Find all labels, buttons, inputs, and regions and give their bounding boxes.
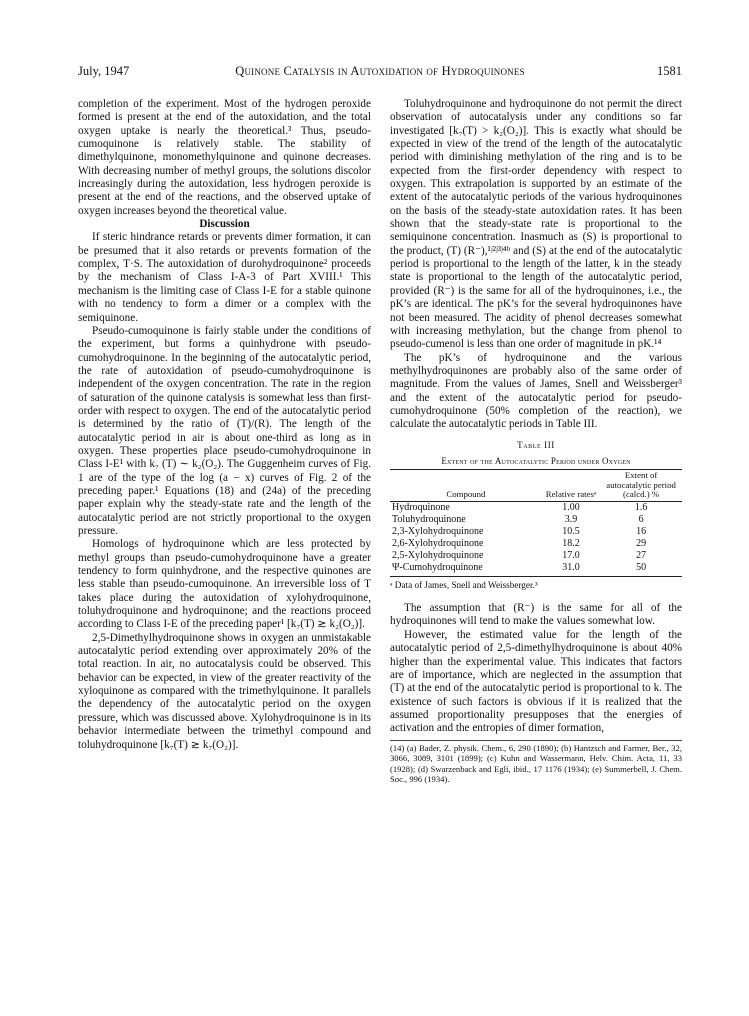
discussion-heading: Discussion <box>199 218 250 231</box>
page-number: 1581 <box>657 64 682 78</box>
table-row <box>390 538 682 550</box>
column-header-extent: Extent of autocatalytic period (calcd.) % <box>600 470 682 501</box>
header-date: July, 1947 <box>78 64 130 78</box>
paragraph-assumption: The assumption that (R⁻) is the same for all of the hydroquinones will tend to make the values somewhat low. <box>390 602 682 628</box>
paragraph-estimated-value: However, the estimated value for the length of the autocatalytic period of 2,5-dimethylhydroquinone is about 40% higher than the experimental value. This indicates that factors are of importance, which are neglected in the assumption that (T) at the end of the autocatalytic period is proportional to k. The existence of such factors is obvious if it is realized that the assumed proportionality presupposes that the energies of activation and the entropies of dimer formation, <box>390 628 682 735</box>
cell-rate: 18.2 <box>562 537 580 549</box>
table-header-row <box>390 470 682 501</box>
cell-rate: 3.9 <box>564 513 578 525</box>
table-footnote: ᵃ Data of James, Snell and Weissberger.³ <box>390 579 538 590</box>
cell-compound: 2,6-Xylohydroquinone <box>392 537 484 549</box>
cell-rate: 17.0 <box>562 549 580 561</box>
cell-rate: 31.0 <box>542 562 600 577</box>
paragraph-pseudo-cumoquinone: Pseudo-cumoquinone is fairly stable under the conditions of the experiment, but forms a quinhydrone with pseudo-cumohydroquinone. In the beginning of the autocatalytic period, the rate of autoxidation of pseudo-cumohydroquinone is independent of the oxygen concentration. The rate in the region of saturation of the quinone catalysis is somewhat less than first-order with respect to oxygen. The end of the autocatalytic period is determined by the ratio of (T)/(R). The length of the autocatalytic period in air is about one-third as long as in oxygen. These properties place pseudo-cumohydroquinone in Class I-E¹ with k₇ (T) ∼ k₂(O₂). The Guggenheim curves of Fig. 1 are of the type of the log (a − x) curves of Fig. 2 of the preceding paper.¹ Equations (18) and (24a) of the preceding paper explain why the steady-state rate and the length of the autocatalytic period are not strictly proportional to the oxygen pressure. <box>78 324 371 537</box>
right-column <box>390 98 682 785</box>
table-row <box>390 562 682 577</box>
cell-compound: 2,3-Xylohydroquinone <box>392 525 484 537</box>
cell-rate: 10.5 <box>562 525 580 537</box>
cell-compound: Ψ-Cumohydroquinone <box>390 562 542 577</box>
footnote-14: (14) (a) Bader, Z. physik. Chem., 6, 290 (1890); (b) Hantzsch and Farmer, Ber., 32, 3066, 3089, 3101 (1899); (c) Kuhn and Wassermann, Helv. Chim. Acta, 11, 33 (1928); (d) Swarzenback and Egli, ibid., 17 1176 (1934); (e) Summerbell, J. Chem. Soc., 996 (1934). <box>390 740 682 785</box>
paragraph-homologs: Homologs of hydroquinone which are less protected by methyl groups than pseudo-cumohydroquinone have a greater tendency to form quinhydrone, and the respective quinones are less stable than pseudo-cumoquinone. An irreversible loss of T takes place during the autoxidation of xylohydroquinone, toluhydroquinone and hydroquinone; and the reactions proceed according to Class I-E of the preceding paper¹ [k₇(T) ≳ k₂(O₂)]. <box>78 538 371 631</box>
table-row <box>390 501 682 514</box>
paragraph-pk-values: The pK’s of hydroquinone and the various methylhydroquinones are probably also of the same order of magnitude. From the values of James, Snell and Weissberger³ and the extent of the autocatalytic period for pseudo-cumohydroquinone (50% completion of the reaction), we calculate the autocatalytic periods in Table III. <box>390 351 682 431</box>
running-header <box>78 64 682 84</box>
paragraph-completion: completion of the experiment. Most of the hydrogen peroxide formed is present at the end of the autoxidation, and the total oxygen uptake is nearly the theoretical.³ Thus, pseudo-cumoquinone is relatively stable. The stability of dimethylquinone, monomethylquinone and quinone decreases. With decreasing number of methyl groups, the solutions discolor increasingly during the autoxidation, less hydrogen peroxide is present at the end of the reactions, and the observed uptake of oxygen increases beyond the theoretical value. <box>78 98 371 217</box>
table-iii <box>390 439 682 593</box>
paragraph-steric-hindrance: If steric hindrance retards or prevents dimer formation, it can be presumed that it also retards or prevents formation of the complex, T·S. The autoxidation of durohydroquinone² proceeds by the mechanism of Class I-A-3 of Part XVIII.¹ This mechanism is the limiting case of Class I-E for a stable quinone with no tendency to form a dimer or a complex with the semiquinone. <box>78 231 371 324</box>
running-title: Quinone Catalysis in Autoxidation of Hydroquinones <box>235 64 525 78</box>
cell-extent: 50 <box>600 562 682 577</box>
column-header-compound: Compound <box>390 470 542 501</box>
cell-extent: 29 <box>636 537 647 549</box>
cell-compound: Hydroquinone <box>392 501 450 513</box>
table-row <box>390 526 682 538</box>
cell-compound: 2,5-Xylohydroquinone <box>392 549 484 561</box>
cell-rate: 1.00 <box>562 501 580 513</box>
table-caption: Extent of the Autocatalytic Period under Oxygen <box>390 455 682 470</box>
table-title: Table III <box>517 439 555 450</box>
table-row <box>390 514 682 526</box>
table-row <box>390 550 682 562</box>
paragraph-toluhydroquinone: Toluhydroquinone and hydroquinone do not permit the direct observation of autocatalysis under any conditions so far investigated [k₇(T) > k₂(O₂)]. This is exactly what should be expected in view of the trend of the length of the autocatalytic period with diminishing methylation of the ring and is to be expected from the first-order dependency with respect to oxygen. This extrapolation is supported by an estimate of the extent of the autocatalytic periods of the various hydroquinones on the basis of the steady-state autoxidation rates. It has been shown that the steady-state rate is proportional to the semiquinone concentration. Inasmuch as (S) is proportional to the product, (T) (R⁻),¹ʲ²ʲ³ʲ⁴ᵇ and (S) at the end of the autocatalytic period is proportional to the length of the latter, k in the steady state is proportional to the length of the autocatalytic period, provided (R⁻) is the same for all of the hydroquinones, i.e., the pK’s are identical. The pK’s for the several hydroquinones have not been measured. The acidity of phenol decreases somewhat with increasing methylation, but the change from phenol to pseudo-cumenol is less than one order of magnitude in pK.¹⁴ <box>390 98 682 351</box>
cell-extent: 27 <box>636 549 647 561</box>
cell-compound: Toluhydroquinone <box>392 513 466 525</box>
paragraph-dimethylhydroquinone: 2,5-Dimethylhydroquinone shows in oxygen an unmistakable autocatalytic period extending over approximately 20% of the total reaction. In air, no autocatalysis could be observed. This behavior can be expected, in view of the greater reactivity of the xyloquinone as compared with the trimethylquinone. It parallels the dependency of the autocatalytic period on the oxygen pressure, which was discussed above. Xylohydroquinone is in its behavior intermediate between the trimethyl compound and toluhydroquinone [k₇(T) ≳ k₇(O₂)]. <box>78 631 371 751</box>
cell-extent: 16 <box>636 525 647 537</box>
cell-extent: 1.6 <box>634 501 648 513</box>
cell-extent: 6 <box>638 513 644 525</box>
left-column <box>78 98 371 752</box>
column-header-rate: Relative ratesᵃ <box>542 470 600 501</box>
autocatalytic-table <box>390 470 682 577</box>
